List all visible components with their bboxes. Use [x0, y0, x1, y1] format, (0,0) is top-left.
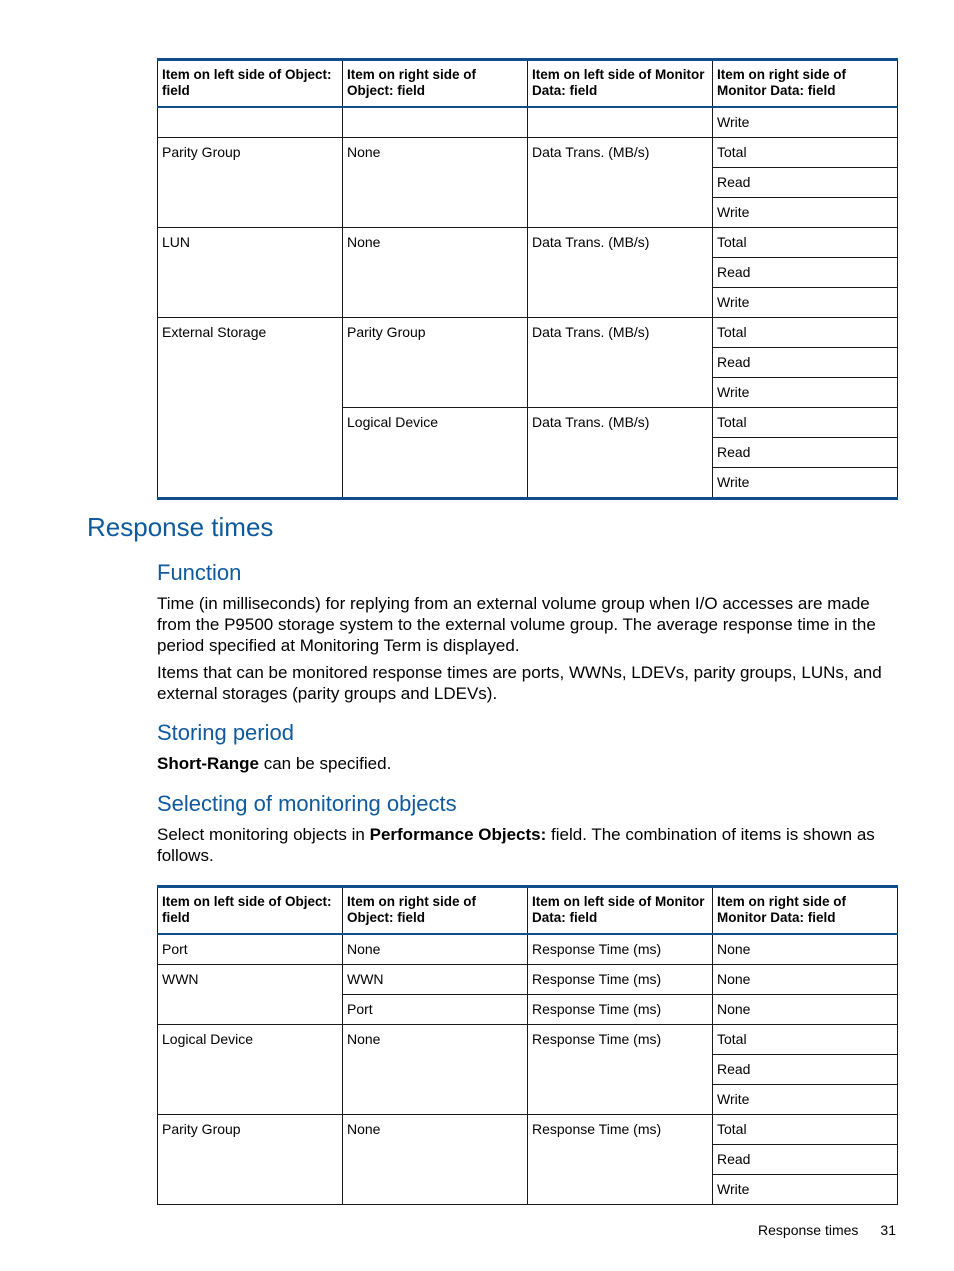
table-cell: Write [713, 1175, 898, 1205]
header-right-object: Item on right side of Object: field [343, 887, 528, 935]
header-right-monitor: Item on right side of Monitor Data: field [713, 60, 898, 108]
performance-objects-term: Performance Objects: [369, 825, 547, 844]
header-left-object: Item on left side of Object: field [158, 60, 343, 108]
table-cell: Read [713, 258, 898, 288]
storing-period-text: can be specified. [259, 754, 392, 773]
table-cell: Write [713, 107, 898, 138]
table-row [158, 107, 898, 138]
table-cell: Data Trans. (MB/s) [528, 228, 713, 318]
table-cell: Response Time (ms) [528, 1025, 713, 1115]
table-cell: Response Time (ms) [528, 1115, 713, 1205]
table-cell: Port [343, 995, 528, 1025]
table-cell: Total [713, 318, 898, 348]
table-cell: Data Trans. (MB/s) [528, 318, 713, 408]
table-cell: Parity Group [158, 138, 343, 228]
table-cell: Write [713, 1085, 898, 1115]
table-cell: None [713, 965, 898, 995]
table-cell: Read [713, 168, 898, 198]
table-row [158, 1115, 898, 1145]
selecting-text-pre: Select monitoring objects in [157, 825, 370, 844]
table-cell [343, 107, 528, 138]
header-left-object: Item on left side of Object: field [158, 887, 343, 935]
header-left-monitor: Item on left side of Monitor Data: field [528, 887, 713, 935]
table-cell: Total [713, 228, 898, 258]
table-cell [158, 107, 343, 138]
function-paragraph-1: Time (in milliseconds) for replying from an external volume group when I/O accesses are made from the P9500 storage system to the external volume group. The average response time in the period specified at Monitoring Term is displayed. [157, 594, 876, 655]
table-cell: Write [713, 198, 898, 228]
table-cell: Data Trans. (MB/s) [528, 408, 713, 499]
function-heading: Function [157, 560, 242, 585]
storing-period-heading: Storing period [157, 720, 294, 745]
table-cell: None [343, 228, 528, 318]
table-row [158, 1025, 898, 1055]
table-row [158, 965, 898, 995]
table-cell: Write [713, 378, 898, 408]
table-cell: Total [713, 408, 898, 438]
table-cell: Read [713, 348, 898, 378]
table-cell: External Storage [158, 318, 343, 499]
table-cell: Write [713, 468, 898, 499]
table-cell: None [713, 934, 898, 965]
table-cell: None [343, 138, 528, 228]
table-cell: Response Time (ms) [528, 934, 713, 965]
table-cell: Logical Device [343, 408, 528, 499]
table-cell: Port [158, 934, 343, 965]
table-cell: Response Time (ms) [528, 995, 713, 1025]
short-range-term: Short-Range [157, 754, 259, 773]
page-footer [758, 1222, 896, 1238]
header-right-monitor: Item on right side of Monitor Data: field [713, 887, 898, 935]
table-cell: None [343, 1115, 528, 1205]
table-cell: WWN [158, 965, 343, 1025]
table-cell: Logical Device [158, 1025, 343, 1115]
table-cell: Total [713, 1115, 898, 1145]
table-header-row [158, 887, 898, 935]
table-cell: Parity Group [343, 318, 528, 408]
table-row [158, 934, 898, 965]
table-cell: WWN [343, 965, 528, 995]
storing-period-paragraph [157, 753, 897, 774]
selecting-heading: Selecting of monitoring objects [157, 791, 457, 816]
table-cell [528, 107, 713, 138]
table-cell: Response Time (ms) [528, 965, 713, 995]
function-paragraph-2: Items that can be monitored response times are ports, WWNs, LDEVs, parity groups, LUNs, and external storages (parity groups and LDEVs). [157, 663, 882, 703]
table-cell: None [713, 995, 898, 1025]
table-cell: None [343, 1025, 528, 1115]
selecting-text-post: field. The combination of items is shown as follows. [157, 825, 875, 865]
table-cell: Parity Group [158, 1115, 343, 1205]
response-time-table [157, 885, 898, 1205]
table-cell: Total [713, 138, 898, 168]
table-cell: Write [713, 288, 898, 318]
table-cell: None [343, 934, 528, 965]
table-cell: LUN [158, 228, 343, 318]
footer-section-label: Response times [758, 1222, 859, 1238]
selecting-paragraph [157, 824, 897, 866]
table-row [158, 138, 898, 168]
table-cell: Data Trans. (MB/s) [528, 138, 713, 228]
table-row [158, 318, 898, 348]
table-cell: Read [713, 1055, 898, 1085]
table-cell: Read [713, 438, 898, 468]
table-row [158, 228, 898, 258]
table-cell: Total [713, 1025, 898, 1055]
data-transfer-table [157, 58, 898, 500]
header-left-monitor: Item on left side of Monitor Data: field [528, 60, 713, 108]
header-right-object: Item on right side of Object: field [343, 60, 528, 108]
table-cell: Read [713, 1145, 898, 1175]
table-header-row [158, 60, 898, 108]
section-title: Response times [87, 512, 274, 542]
page-number: 31 [880, 1222, 896, 1238]
